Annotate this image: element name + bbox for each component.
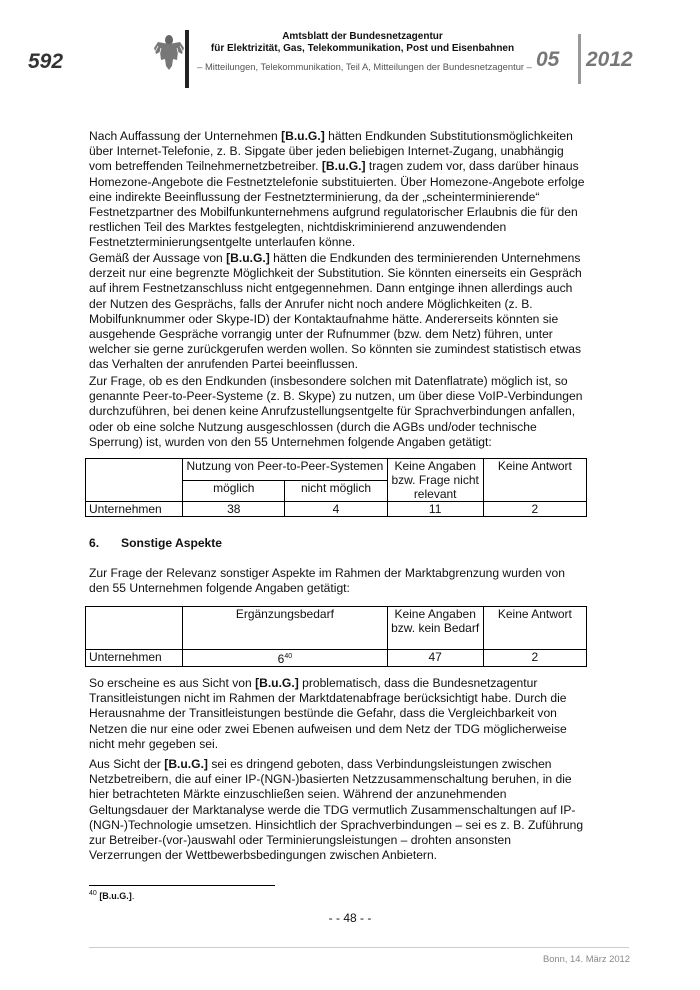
paragraph-5	[89, 676, 586, 752]
table-subheader-possible: möglich	[183, 480, 285, 502]
page-number: 592	[28, 50, 64, 73]
cell-need	[183, 650, 387, 667]
text: Gemäß der Aussage von	[89, 251, 227, 265]
footer-page-number: - - 48 - -	[328, 911, 372, 925]
footnote-suffix: .	[131, 891, 135, 901]
footer-divider	[89, 947, 629, 948]
other-aspects-table	[85, 606, 587, 667]
gazette-title-line2: für Elektrizität, Gas, Telekommunikation, Post und Eisenbahnen	[210, 43, 515, 54]
text: Aus Sicht der	[89, 757, 165, 771]
section-heading	[89, 536, 222, 550]
row-label: Unternehmen	[86, 650, 183, 667]
text: Nach Auffassung der Unternehmen	[89, 129, 282, 143]
issue-number: 05	[536, 48, 560, 71]
footer-date: Bonn, 14. März 2012	[542, 953, 630, 964]
footnote-ref: 40	[284, 653, 293, 660]
table-header-group: Nutzung von Peer-to-Peer-Systemen	[183, 459, 387, 481]
issue-divider	[578, 34, 581, 84]
cell-not-possible: 4	[285, 502, 387, 517]
section-number: 6.	[89, 536, 100, 550]
bold-ref: [B.u.G.]	[255, 676, 299, 690]
bold-ref: [B.u.G.]	[321, 159, 366, 174]
table-header-no-answer: Keine Antwort	[483, 607, 586, 650]
table-row	[86, 650, 587, 667]
bold-ref: [B.u.G.]	[281, 129, 325, 143]
cell-no-info: 47	[387, 650, 483, 667]
text: problematisch, dass die Bundesnetzagentur Transitleistungen nicht im Rahmen der Marktdatenabfrage berücksichtigt habe. Durch die Herausnahme der Transitleistungen bestünde die Gefahr, dass die Vergleichbarkeit von Netzen die nur eine oder zwei Ebenen aufweisen und dem Netz der TDG möglicherweise nicht mehr gegeben sei.	[89, 676, 567, 751]
paragraph-4: Zur Frage der Relevanz sonstiger Aspekte im Rahmen der Marktabgrenzung wurden von den 55 Unternehmen folgende Angaben getätigt:	[89, 566, 565, 596]
text: So erscheine es aus Sicht von	[89, 676, 256, 690]
p2p-usage-table	[85, 458, 587, 517]
paragraph-2	[89, 251, 586, 373]
gazette-title	[200, 31, 525, 55]
footnote-text: [B.u.G.]	[99, 891, 132, 901]
cell-no-answer: 2	[483, 502, 586, 517]
cell-no-answer: 2	[483, 650, 586, 667]
text: hätten die Endkunden des terminierenden Unternehmens derzeit nur eine begrenzte Möglichkeit der Substitution. Sie könnten einerseits ein Gespräch auf ihrem Festnetzanschluss nicht entgegennehmen. Dann entginge ihnen allerdings auch der Nutzen des Gesprächs, falls der Anrufer nicht noch andere Möglichkeiten (z. B. Mobilfunknummer oder Skype-ID) der Kontaktaufnahme hätte. Andererseits könnten sie ausgehende Gespräche vorrangig unter der Rufnummer (bzw. dem Netz) führen, unter welcher sie gerne zurückgerufen werden wollen. So könnten sie zumindest statistisch etwas das Verhalten der anrufenden Partei beeinflussen.	[89, 251, 582, 372]
bold-ref: [B.u.G.]	[226, 251, 270, 265]
footnote-number: 40	[89, 890, 97, 897]
paragraph-6	[89, 757, 586, 863]
header-divider	[185, 30, 189, 88]
table-subheader-not-possible: nicht möglich	[285, 480, 387, 502]
footnote	[89, 890, 134, 901]
row-label: Unternehmen	[86, 502, 183, 517]
table-header-need: Ergänzungsbedarf	[183, 607, 387, 650]
table-row	[86, 502, 587, 517]
table-header-no-answer: Keine Antwort	[483, 459, 586, 502]
paragraph-3: Zur Frage, ob es den Endkunden (insbesondere solchen mit Datenflatrate) möglich ist, so genannte Peer-to-Peer-Systeme (z. B. Skype) zu nutzen, um über diese VoIP-Verbindungen durchzuführen, bei denen keine Anrufzustellungsentgelte für Sprachverbindungen anfallen, oder ob eine solche Nutzung ausgeschlossen (durch die AGBs und/oder technische Sperrung) ist, wurden von den 55 Unternehmen folgende Angaben getätigt:	[89, 374, 583, 449]
table-empty-cell	[86, 607, 183, 650]
bold-ref: [B.u.G.]	[164, 757, 208, 771]
federal-eagle-icon	[152, 32, 186, 72]
cell-no-info: 11	[387, 502, 483, 517]
text: tragen zudem vor, dass darüber hinaus Homezone-Angebote die Festnetztelefonie substituierten. Über Homezone-Angebote erfolge eine indirekte Beeinflussung der Festnetzterminierung, da der „scheinterminierende“ Festnetzpartner des Mobilfunkunternehmens aufgrund regulatorischer Erlaubnis die für den restlichen Teil des Marktes festgelegten, nichtdiskriminierend anzuwendenden Festnetzterminierungsentgelte unterlaufen könne.	[89, 159, 585, 250]
paragraph-1	[89, 129, 586, 251]
cell-possible: 38	[183, 502, 285, 517]
table-empty-cell	[86, 459, 183, 502]
issue-year: 2012	[586, 48, 633, 71]
text: sei es dringend geboten, dass Verbindungsleistungen zwischen Netzbetreibern, die auf einer IP-(NGN-)basierten Netzzusammenschaltung beruhen, in die hier betrachteten Märkte einzuschließen seien. Während der anzunehmenden Geltungsdauer der Marktanalyse werde die TDG vermutlich Zusammenschaltungen auf IP-(NGN-)Technologie umsetzen. Hinsichtlich der Sprachverbindungen – sei es z. B. Zuführung zur Betreiber-(vor-)auswahl oder Terminierungsleistungen – drohten ansonsten Verzerrungen der Wettbewerbsbedingungen zwischen Anbietern.	[89, 757, 584, 863]
table-header-no-info: Keine Angaben bzw. Frage nicht relevant	[387, 459, 483, 502]
cell-need-value: 6	[277, 652, 285, 666]
gazette-subtitle: – Mitteilungen, Telekommunikation, Teil A, Mitteilungen der Bundesnetzagentur –	[197, 61, 532, 72]
section-title: Sonstige Aspekte	[121, 536, 223, 550]
text: hätten Endkunden Substitutionsmöglichkeiten über Internet-Telefonie, z. B. Sipgate über jeden beliebigen Internet-Zugang, unabhängig vom betreffenden Teilnehmernetzbetreiber.	[89, 129, 573, 174]
footnote-divider	[89, 885, 275, 886]
gazette-title-line1: Amtsblatt der Bundesnetzagentur	[282, 31, 443, 42]
table-header-no-info: Keine Angaben bzw. kein Bedarf	[387, 607, 483, 650]
